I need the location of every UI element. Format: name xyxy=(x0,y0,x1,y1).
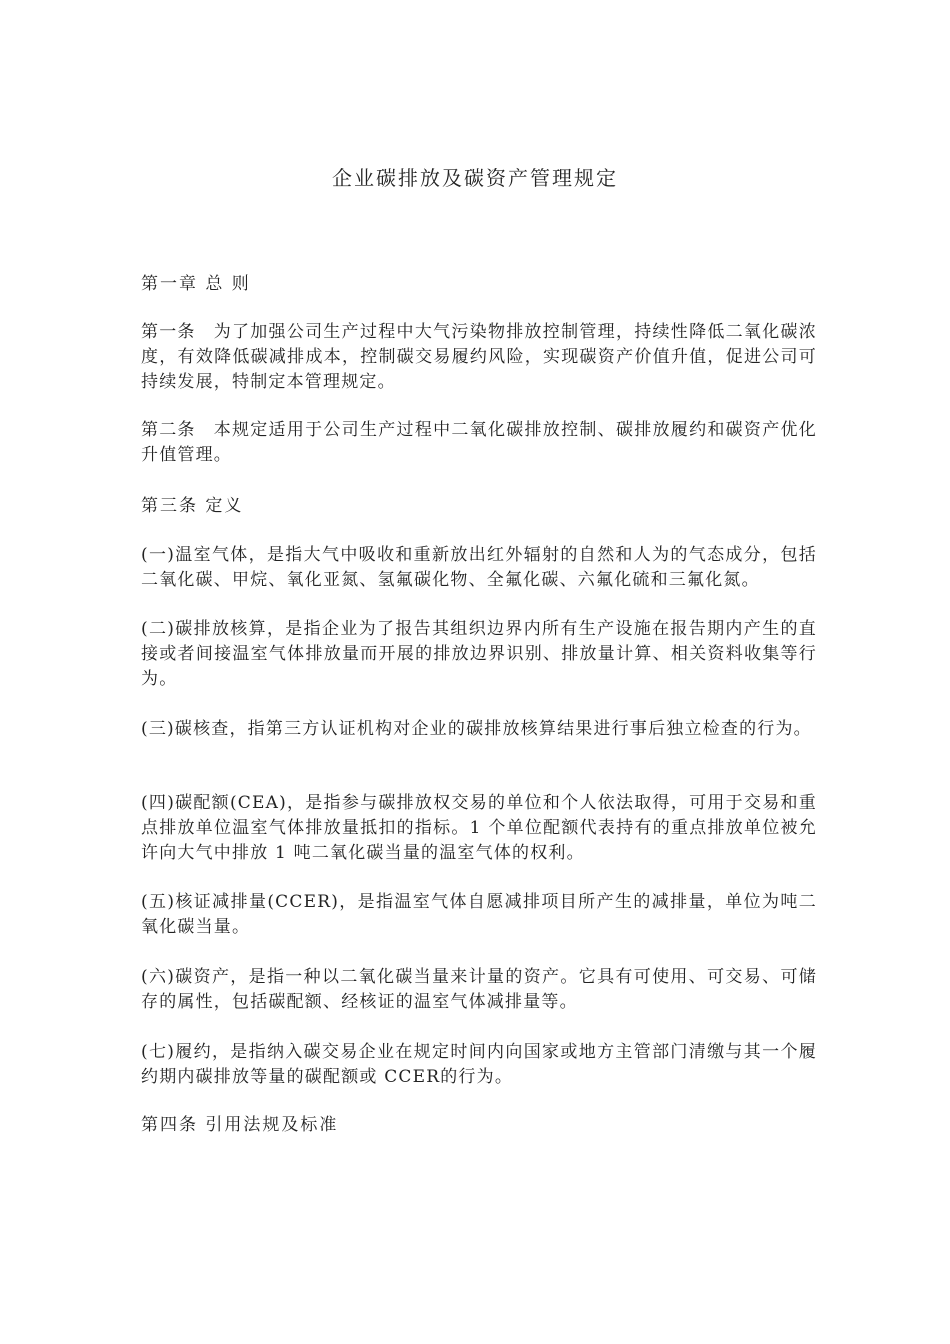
article-2-text: 本规定适用于公司生产过程中二氧化碳排放控制、碳排放履约和碳资产优化升值管理。 xyxy=(141,420,817,465)
chapter-heading: 第一章 总 则 xyxy=(141,274,251,294)
document-title: 企业碳排放及碳资产管理规定 xyxy=(332,166,618,190)
definition-7: (七)履约，是指纳入碳交易企业在规定时间内向国家或地方主管部门清缴与其一个履约期内碳排放等量的碳配额或 CCER的行为。 xyxy=(141,1042,817,1087)
article-2-label: 第二条 xyxy=(141,420,196,440)
definition-3: (三)碳核查，指第三方认证机构对企业的碳排放核算结果进行事后独立检查的行为。 xyxy=(141,719,812,739)
definition-6: (六)碳资产，是指一种以二氧化碳当量来计量的资产。它具有可使用、可交易、可储存的属性，包括碳配额、经核证的温室气体减排量等。 xyxy=(141,967,817,1012)
article-1 xyxy=(141,320,817,395)
article-3-heading: 第三条 定义 xyxy=(141,496,244,516)
article-1-label: 第一条 xyxy=(141,322,196,342)
definition-2: (二)碳排放核算，是指企业为了报告其组织边界内所有生产设施在报告期内产生的直接或者间接温室气体排放量而开展的排放边界识别、排放量计算、相关资料收集等行为。 xyxy=(141,619,817,689)
definition-5: (五)核证减排量(CCER)，是指温室气体自愿减排项目所产生的减排量，单位为吨二氧化碳当量。 xyxy=(141,892,817,937)
article-2 xyxy=(141,418,817,468)
article-4-heading: 第四条 引用法规及标准 xyxy=(141,1115,339,1135)
definition-4: (四)碳配额(CEA)，是指参与碳排放权交易的单位和个人依法取得，可用于交易和重点排放单位温室气体排放量抵扣的指标。1 个单位配额代表持有的重点排放单位被允许向大气中排放 1 吨二氧化碳当量的温室气体的权利。 xyxy=(141,793,817,863)
definition-1: (一)温室气体，是指大气中吸收和重新放出红外辐射的自然和人为的气态成分，包括二氧化碳、甲烷、氧化亚氮、氢氟碳化物、全氟化碳、六氟化硫和三氟化氮。 xyxy=(141,545,817,590)
article-1-text: 为了加强公司生产过程中大气污染物排放控制管理，持续性降低二氧化碳浓度，有效降低碳减排成本，控制碳交易履约风险，实现碳资产价值升值，促进公司可持续发展，特制定本管理规定。 xyxy=(141,322,817,392)
